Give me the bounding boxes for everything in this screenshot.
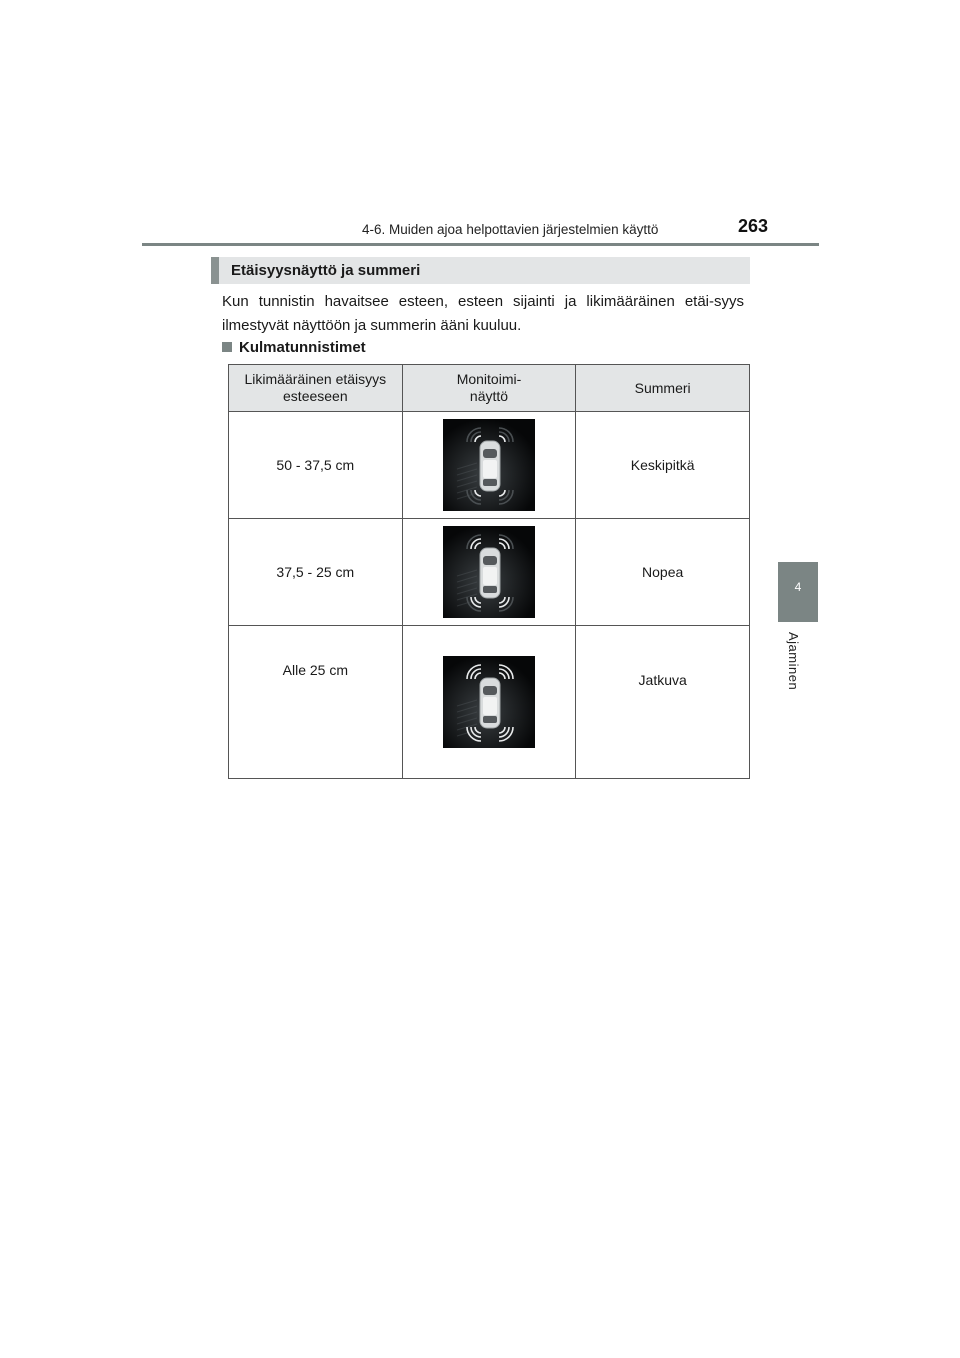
buzzer-cell: Jatkuva bbox=[576, 626, 750, 779]
display-cell bbox=[402, 626, 576, 779]
square-bullet-icon bbox=[222, 342, 232, 352]
header-distance-line2: esteeseen bbox=[283, 388, 348, 404]
parking-sensor-display-image bbox=[443, 526, 535, 618]
chapter-tab: 4 bbox=[778, 562, 818, 622]
header-display-line1: Monitoimi- bbox=[456, 371, 522, 387]
table-row bbox=[229, 626, 750, 779]
header-rule bbox=[142, 243, 819, 246]
subheading bbox=[222, 339, 366, 356]
chapter-tab-label: Ajaminen bbox=[786, 632, 801, 691]
distance-cell: 37,5 - 25 cm bbox=[229, 519, 403, 626]
header-distance bbox=[229, 365, 403, 412]
distance-buzzer-table bbox=[228, 364, 750, 779]
buzzer-cell: Keskipitkä bbox=[576, 412, 750, 519]
header-buzzer-text: Summeri bbox=[634, 379, 691, 396]
parking-sensor-display-image bbox=[443, 419, 535, 511]
intro-paragraph: Kun tunnistin havaitsee esteen, esteen sijainti ja likimääräinen etäi-syys ilmestyvät näyttöön ja summerin ääni kuuluu. bbox=[222, 293, 744, 334]
header-display-line2: näyttö bbox=[469, 388, 509, 404]
parking-sensor-display-image bbox=[443, 656, 535, 748]
distance-cell: Alle 25 cm bbox=[229, 626, 403, 779]
distance-cell: 50 - 37,5 cm bbox=[229, 412, 403, 519]
header-distance-line1: Likimääräinen etäisyys bbox=[244, 371, 387, 387]
chapter-header: 4-6. Muiden ajoa helpottavien järjestelmien käyttö bbox=[362, 222, 659, 237]
table-row bbox=[229, 412, 750, 519]
page-number: 263 bbox=[738, 216, 769, 236]
display-cell bbox=[402, 519, 576, 626]
header-buzzer bbox=[576, 365, 750, 412]
section-title: Etäisyysnäyttö ja summeri bbox=[231, 262, 421, 279]
subheading-text: Kulmatunnistimet bbox=[239, 339, 366, 356]
header-display bbox=[402, 365, 576, 412]
table-row bbox=[229, 519, 750, 626]
buzzer-cell: Nopea bbox=[576, 519, 750, 626]
display-cell bbox=[402, 412, 576, 519]
section-heading-bar bbox=[211, 257, 750, 284]
table-header-row bbox=[229, 365, 750, 412]
